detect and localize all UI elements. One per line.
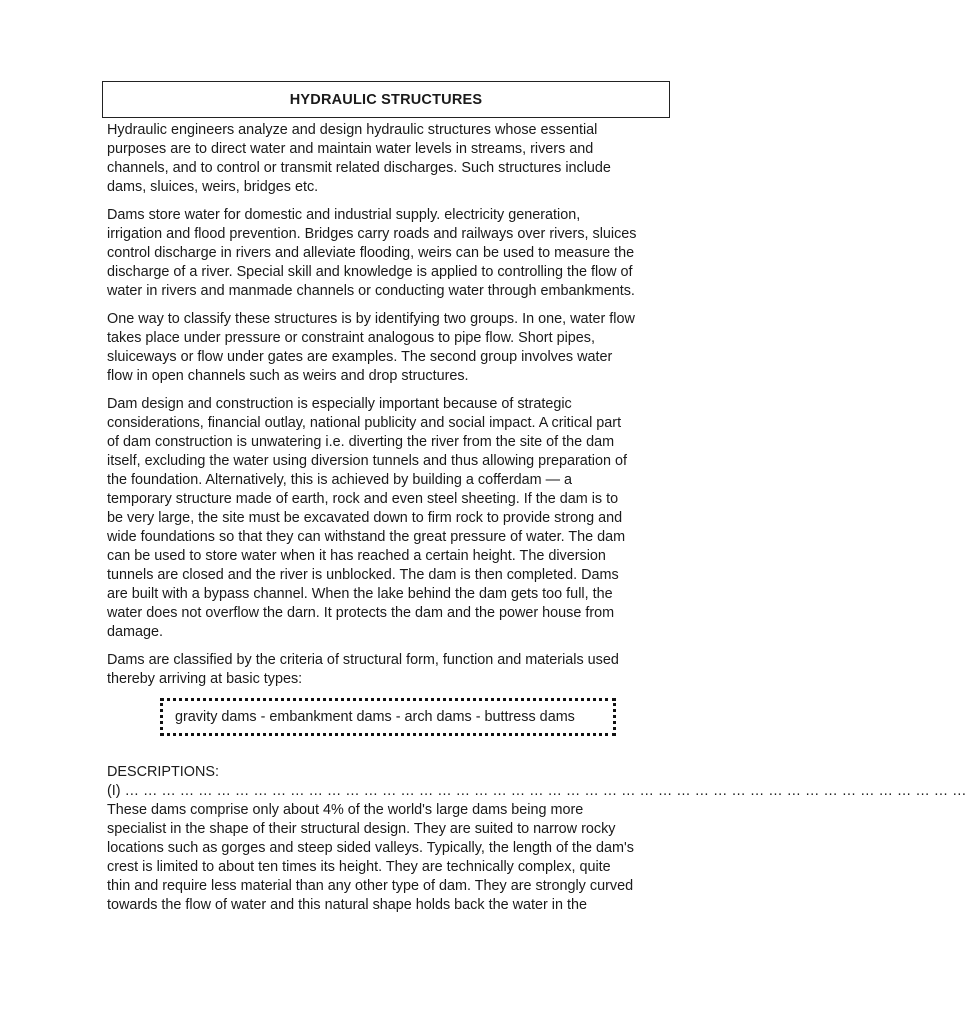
- item-leader-line: [107, 782, 966, 801]
- paragraph-dams-purpose: Dams store water for domestic and industrial supply. electricity generation, irrigation and flood prevention. Bridges carry roads and railways over rivers, sluices control discharge in rivers and alleviate flooding, weirs can be used to measure the discharge of a river. Special skill and knowledge is applied to controlling the flow of water in rivers and manmade channels or conducting water through embankments.: [107, 207, 637, 299]
- dam-types-box: [160, 698, 616, 736]
- description-text: These dams comprise only about 4% of the world's large dams being more specialist in the shape of their structural design. They are suited to narrow rocky locations such as gorges and steep sided valleys. Typically, the length of the dam's crest is limited to about ten times its height. They are technically complex, quite thin and require less material than any other type of dam. They are strongly curved towards the flow of water and this natural shape holds back the water in the: [107, 802, 634, 913]
- paragraph-dam-construction: Dam design and construction is especially important because of strategic considerations, financial outlay, national publicity and social impact. A critical part of dam construction is unwatering i.e. diverting the river from the site of the dam itself, excluding the water using diversion tunnels and thus allowing preparation of the foundation. Alternatively, this is achieved by building a cofferdam — a temporary structure made of earth, rock and even steel sheeting. If the dam is to be very large, the site must be excavated down to firm rock to provide strong and wide foundations so that they can withstand the great pressure of water. The dam can be used to store water when it has reached a certain height. The diversion tunnels are closed and the river is unblocked. The dam is then completed. Dams are built with a bypass channel. When the lake behind the dam gets too full, the water does not overflow the darn. It protects the dam and the power house from damage.: [107, 396, 627, 640]
- descriptions-heading: DESCRIPTIONS:: [107, 764, 219, 780]
- page-title: HYDRAULIC STRUCTURES: [289, 91, 483, 108]
- descriptions-section: [107, 763, 966, 915]
- body-text: [107, 121, 966, 915]
- paragraph-classification: One way to classify these structures is by identifying two groups. In one, water flow takes place under pressure or constraint analogous to pipe flow. Short pipes, sluiceways or flow under gates are examples. The second group involves water flow in open channels such as weirs and drop structures.: [107, 311, 635, 384]
- fill-in-leader: … … … … … … … … … … … … … … … … … … … … … … … … … … … … … … … … … … … … … … … … … … … … … …: [124, 783, 966, 799]
- item-label: (I): [107, 783, 121, 799]
- paragraph-intro: Hydraulic engineers analyze and design hydraulic structures whose essential purposes are to direct water and maintain water levels in streams, rivers and channels, and to control or transmit related discharges. Such structures include dams, sluices, weirs, bridges etc.: [107, 122, 611, 195]
- dam-types-list: gravity dams - embankment dams - arch dams - buttress dams: [175, 708, 575, 725]
- paragraph-dam-types-intro: Dams are classified by the criteria of structural form, function and materials used thereby arriving at basic types:: [107, 652, 619, 687]
- title-box: [102, 81, 670, 118]
